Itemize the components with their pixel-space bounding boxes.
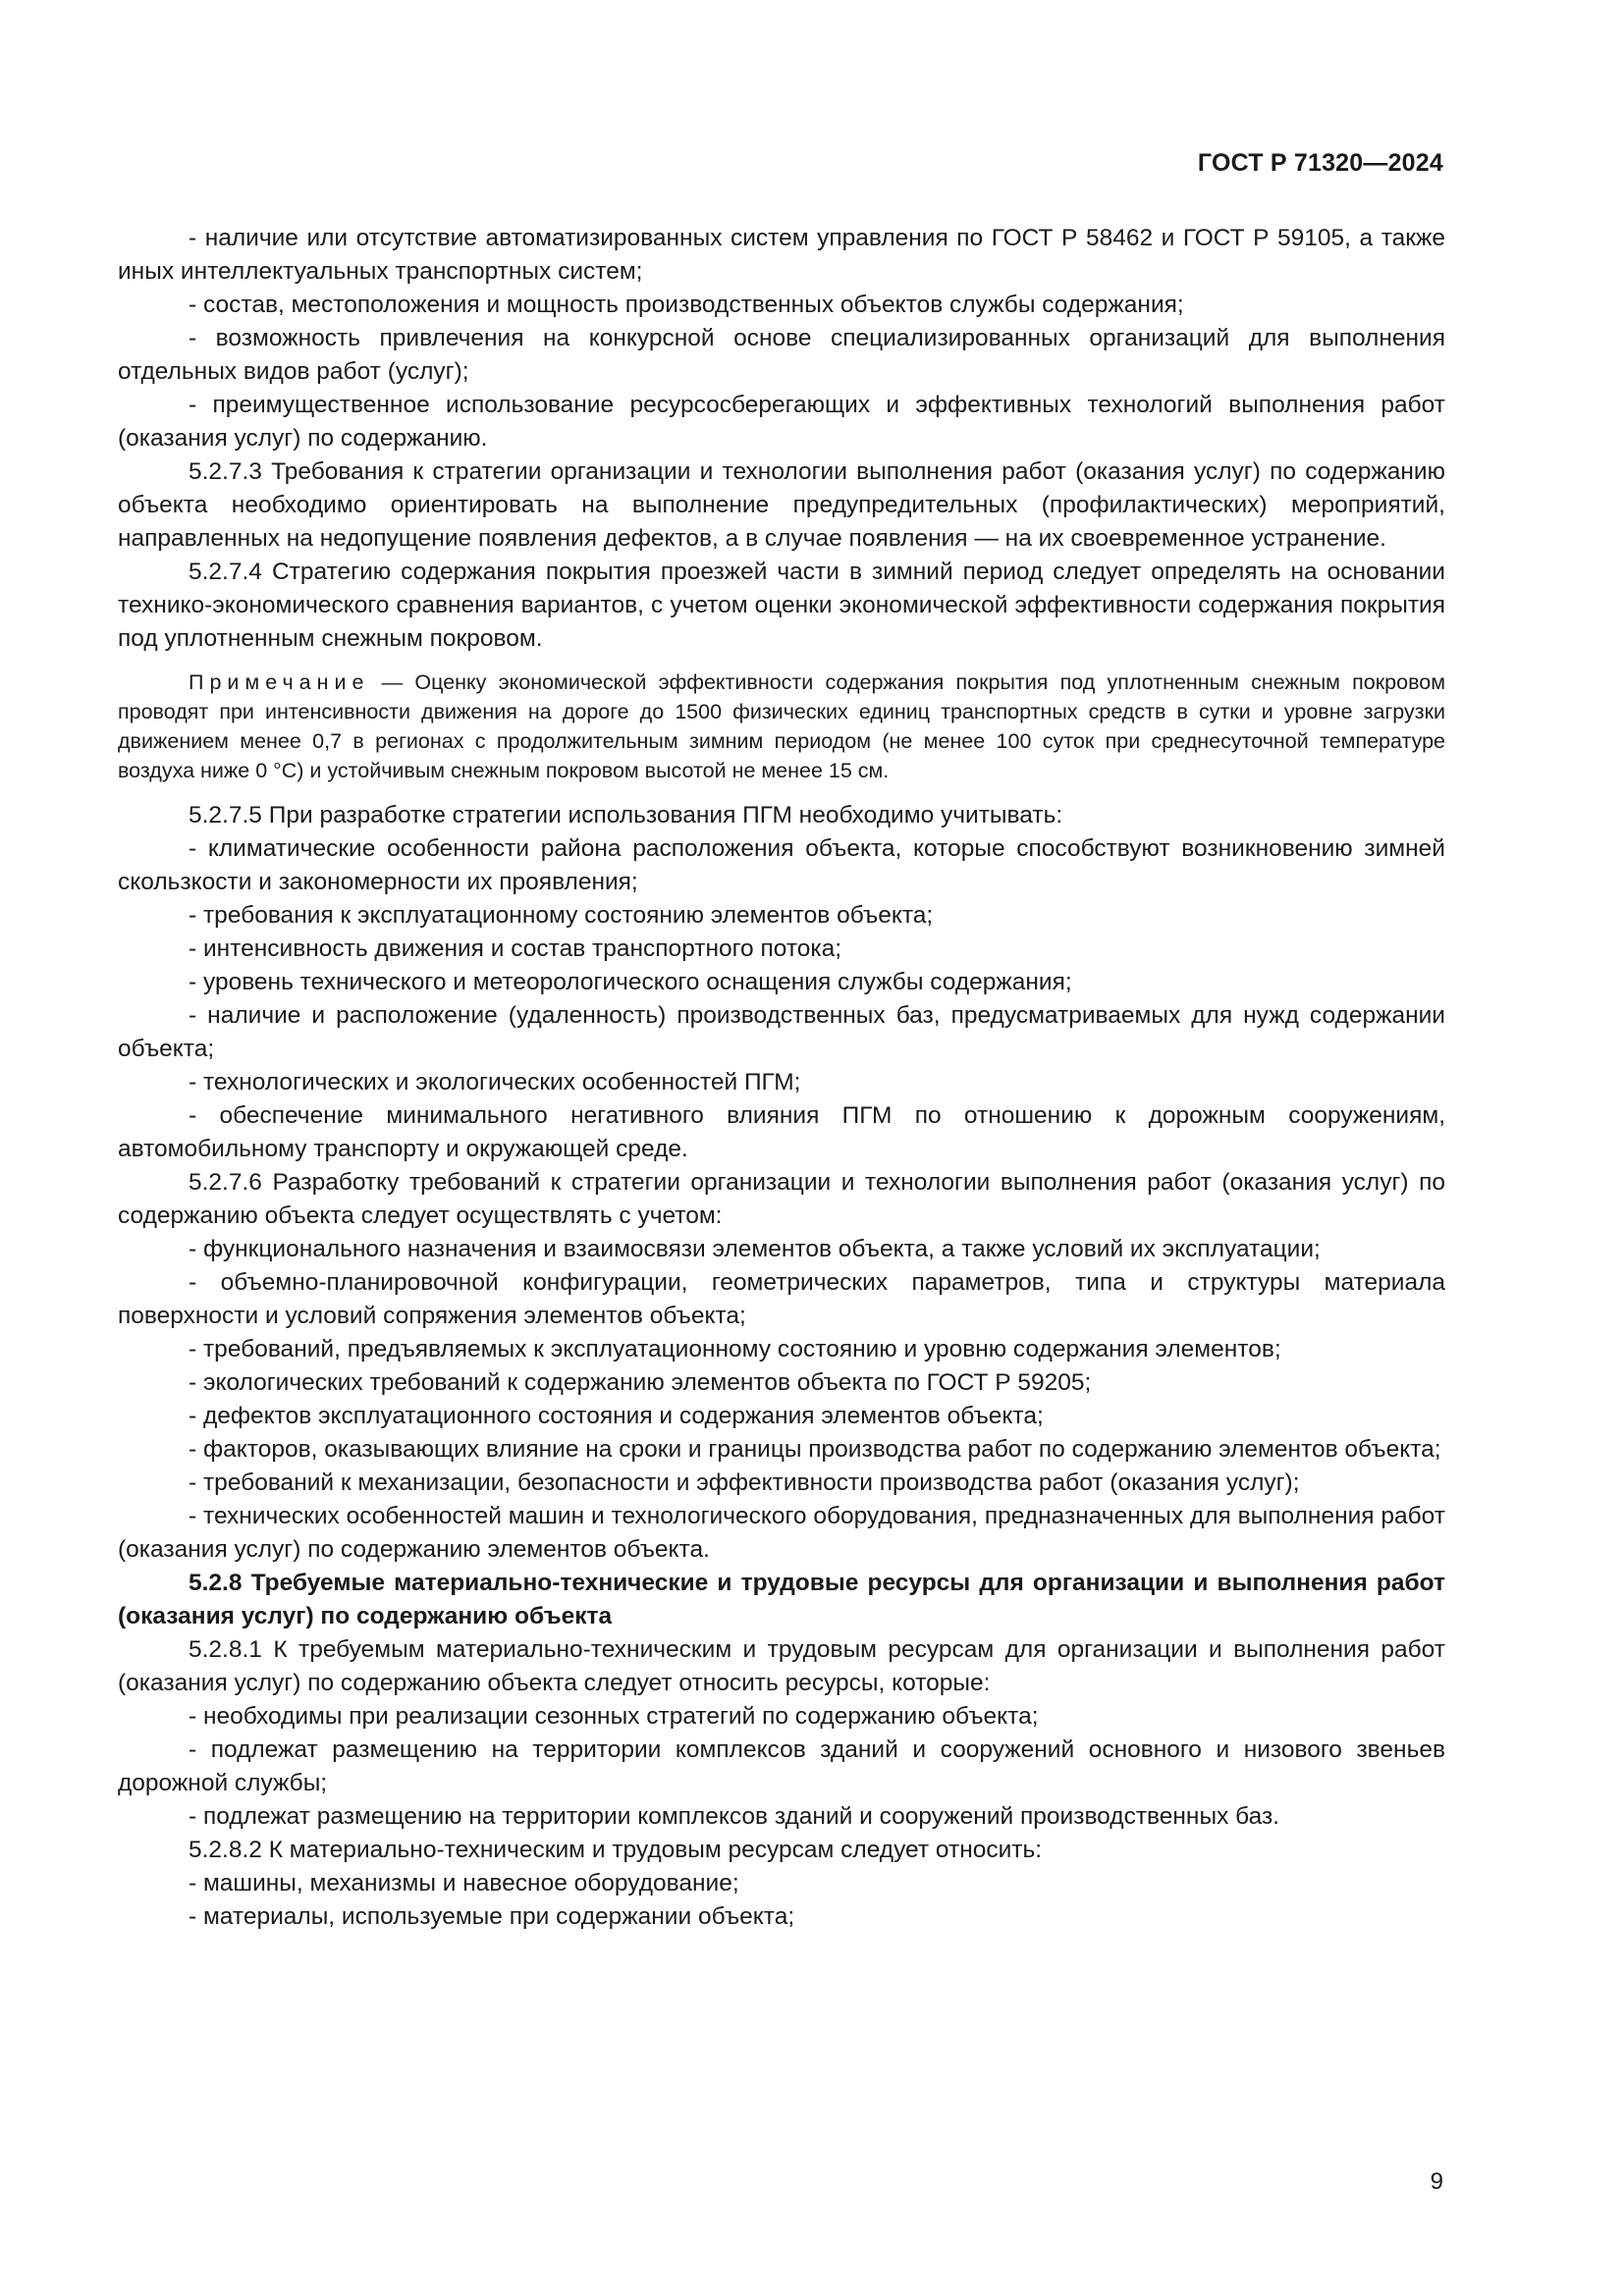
- list-item: - климатические особенности района расположения объекта, которые способствуют возникновению зимней скользкости и закономерности их проявления;: [118, 835, 1445, 895]
- clause-5-2-7-6: 5.2.7.6 Разработку требований к стратегии организации и технологии выполнения работ (оказания услуг) по содержанию объекта следует осуществлять с учетом:: [118, 1169, 1445, 1229]
- note: [118, 667, 1445, 785]
- list-item: - требования к эксплуатационному состоянию элементов объекта;: [189, 902, 934, 929]
- page-number: 9: [1430, 2168, 1443, 2195]
- list-item: - дефектов эксплуатационного состояния и содержания элементов объекта;: [189, 1403, 1044, 1429]
- list-item: - факторов, оказывающих влияние на сроки и границы производства работ по содержанию элементов объекта;: [189, 1436, 1441, 1463]
- list-item: - материалы, используемые при содержании объекта;: [189, 1903, 795, 1930]
- document-body: [118, 222, 1445, 1934]
- list-item: - требований к механизации, безопасности и эффективности производства работ (оказания услуг);: [189, 1469, 1300, 1496]
- list-item: - наличие и расположение (удаленность) производственных баз, предусматриваемых для нужд содержании объекта;: [118, 1002, 1445, 1062]
- clause-5-2-8-2: 5.2.8.2 К материально-техническим и трудовым ресурсам следует относить:: [189, 1837, 1043, 1863]
- note-text: — Оценку экономической эффективности содержания покрытия под уплотненным снежным покровом проводят при интенсивности движения на дороге до 1500 физических единиц транспортных средств в сутки и уровне загрузки движением менее 0,7 в регионах с продолжительным зимним периодом (не менее 100 суток при среднесуточной температуре воздуха ниже 0 °C) и устойчивым снежным покровом высотой не менее 15 см.: [118, 670, 1445, 782]
- list-item: - требований, предъявляемых к эксплуатационному состоянию и уровню содержания элементов;: [189, 1336, 1281, 1362]
- list-item: - подлежат размещению на территории комплексов зданий и сооружений основного и низового звеньев дорожной службы;: [118, 1736, 1445, 1796]
- list-item: - объемно-планировочной конфигурации, геометрических параметров, типа и структуры материала поверхности и условий сопряжения элементов объекта;: [118, 1269, 1445, 1329]
- standard-header: ГОСТ Р 71320—2024: [1197, 149, 1443, 177]
- list-item: - машины, механизмы и навесное оборудование;: [189, 1870, 739, 1896]
- list-item: - технических особенностей машин и технологического оборудования, предназначенных для выполнения работ (оказания услуг) по содержанию элементов объекта.: [118, 1503, 1445, 1563]
- list-item: - необходимы при реализации сезонных стратегий по содержанию объекта;: [189, 1703, 1039, 1730]
- list-item-technologies: - преимущественное использование ресурсосберегающих и эффективных технологий выполнения работ (оказания услуг) по содержанию.: [118, 392, 1445, 452]
- clause-5-2-8-1: 5.2.8.1 К требуемым материально-техническим и трудовым ресурсам для организации и выполнения работ (оказания услуг) по содержанию объекта следует относить ресурсы, которые:: [118, 1636, 1445, 1696]
- note-label: Примечание: [189, 670, 370, 694]
- clause-5-2-7-5: 5.2.7.5 При разработке стратегии использования ПГМ необходимо учитывать:: [189, 802, 1063, 828]
- section-heading-5-2-8: 5.2.8 Требуемые материально-технические и трудовые ресурсы для организации и выполнения работ (оказания услуг) по содержанию объекта: [118, 1570, 1445, 1629]
- list-item: - уровень технического и метеорологического оснащения службы содержания;: [189, 969, 1072, 995]
- clause-5-2-7-3: 5.2.7.3 Требования к стратегии организации и технологии выполнения работ (оказания услуг) по содержанию объекта необходимо ориентировать на выполнение предупредительных (профилактических) мероприятий, направленных на недопущение появления дефектов, а в случае появления — на их своевременное устранение.: [118, 458, 1445, 552]
- list-item: - интенсивность движения и состав транспортного потока;: [189, 935, 842, 962]
- clause-5-2-7-4: 5.2.7.4 Стратегию содержания покрытия проезжей части в зимний период следует определять на основании технико-экономического сравнения вариантов, с учетом оценки экономической эффективности содержания покрытия под уплотненным снежным покровом.: [118, 559, 1445, 652]
- list-item-ats: - наличие или отсутствие автоматизированных систем управления по ГОСТ Р 58462 и ГОСТ Р 59105, а также иных интеллектуальных транспортных систем;: [118, 225, 1445, 285]
- list-item: - подлежат размещению на территории комплексов зданий и сооружений производственных баз.: [189, 1803, 1279, 1830]
- list-item-contractors: - возможность привлечения на конкурсной основе специализированных организаций для выполнения отдельных видов работ (услуг);: [118, 325, 1445, 385]
- list-item: - обеспечение минимального негативного влияния ПГМ по отношению к дорожным сооружениям, автомобильному транспорту и окружающей среде.: [118, 1102, 1445, 1162]
- list-item: - функционального назначения и взаимосвязи элементов объекта, а также условий их эксплуатации;: [189, 1236, 1321, 1262]
- list-item-composition: - состав, местоположения и мощность производственных объектов службы содержания;: [189, 292, 1184, 318]
- list-item: - технологических и экологических особенностей ПГМ;: [189, 1069, 801, 1095]
- list-item: - экологических требований к содержанию элементов объекта по ГОСТ Р 59205;: [189, 1369, 1092, 1396]
